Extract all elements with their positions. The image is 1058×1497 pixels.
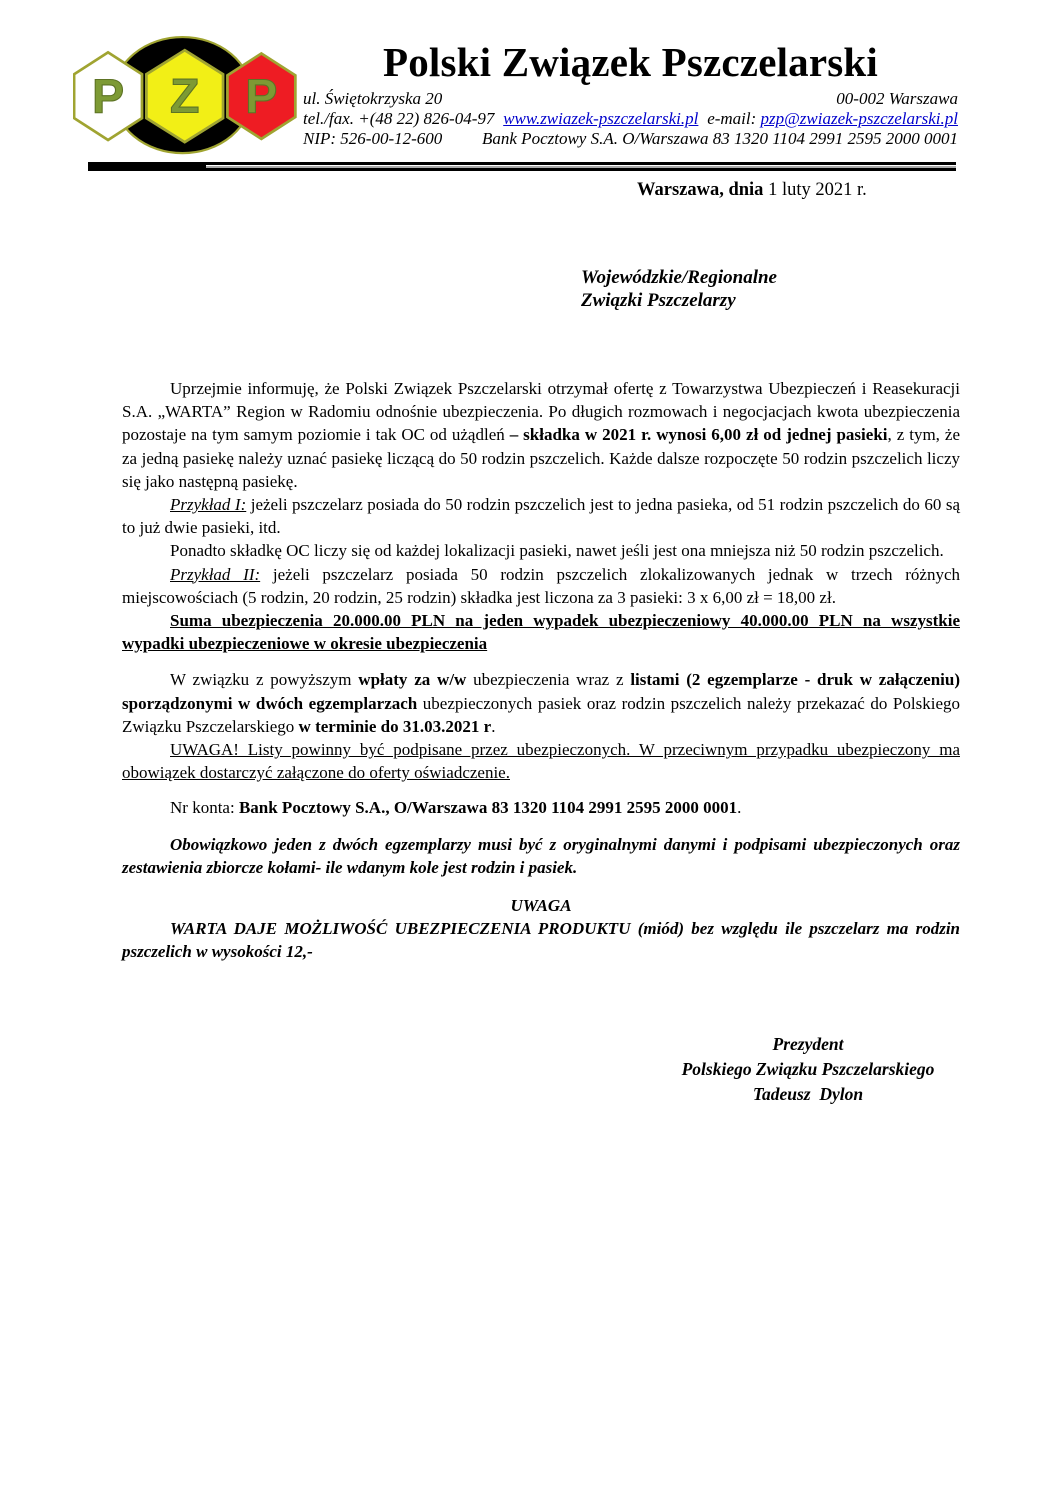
header-contact-block [303,89,958,149]
signature-block [648,1032,968,1107]
text-run: Uprzejmie informuję, że Polski Związek Pszczelarski otrzymał ofertę z Towarzystwa Ubezpieczeń i Reasekuracji S.A. „WARTA” Region w Radomiu odnośnie ubezpieczenia. Po długich rozmowach i negocjacjach kwota ubezpieczenia pozostaje na tym samym poziomie i tak OC od użądleń [122,379,960,445]
text-run: wpłaty za w/w [358,670,467,690]
header-divider-rule [88,162,956,172]
tel-fax: tel./fax. +(48 22) 826-04-97 [303,109,495,129]
text-run: UWAGA! Listy powinny być podpisane przez ubezpieczonych. W przeciwnym przypadku ubezpieczony ma obowiązek dostarczyć załączone do oferty oświadczenie. [122,740,960,783]
postal-city: 00-002 Warszawa [836,89,958,109]
website-link[interactable]: www.zwiazek-pszczelarski.pl [503,109,699,129]
paragraph [122,668,960,738]
divider-striped-segment [206,162,956,171]
paragraph [122,833,960,879]
text-run: Nr konta: [170,798,239,818]
date-line [637,180,867,201]
text-run: Przykład I: [170,495,247,515]
bank-account-header: Bank Pocztowy S.A. O/Warszawa 83 1320 1104 2991 2595 2000 0001 [482,129,958,149]
text-run: – składka w 2021 r. wynosi 6,00 zł od jednej pasieki [509,425,888,445]
email-label: e-mail: [707,109,757,129]
text-run: UWAGA [510,896,572,916]
divider-thick-segment [88,162,206,171]
street-address: ul. Świętokrzyska 20 [303,89,443,109]
header-address-line [303,89,958,109]
paragraph [122,493,960,539]
organization-title: Polski Związek Pszczelarski [382,39,879,85]
logo-letter-z: Z [169,69,200,124]
addressee-block [581,267,777,312]
text-run: ubezpieczenia wraz z [466,670,631,690]
email-group [707,109,958,129]
paragraph [122,894,960,917]
text-run: . [737,798,742,818]
text-line: Tadeusz Dylon [752,1084,864,1104]
text-run: Warszawa, dnia [637,180,764,200]
text-run: WARTA DAJE MOŻLIWOŚĆ UBEZPIECZENIA PRODUKTU (miód) bez względu ile pszczelarz ma rodzin pszczelich w wysokości 12,- [122,919,960,962]
logo-letter-p1: P [91,69,125,124]
paragraph [122,796,960,819]
email-link[interactable]: pzp@zwiazek-pszczelarski.pl [760,109,958,129]
text-line: Prezydent [772,1034,844,1054]
text-run: Ponadto składkę OC liczy się od każdej lokalizacji pasieki, nawet jeśli jest ona mniejsza niż 50 rodzin pszczelich. [170,541,944,561]
text-line: Polskiego Związku Pszczelarskiego [681,1059,935,1079]
text-run: ubezpieczonych pasiek oraz rodzin pszczelich należy przekazać do Polskiego Związku Pszczelarskiego [122,693,960,736]
header-contact-line [303,109,958,129]
paragraph [122,609,960,655]
letter-body [122,377,960,964]
paragraph [122,539,960,562]
text-line: Wojewódzkie/Regionalne [581,267,777,288]
text-run: . [491,716,496,736]
text-run: jeżeli pszczelarz posiada do 50 rodzin pszczelich jest to jedna pasieka, od 51 rodzin pszczelich do 60 są to już dwie pasieki, itd. [122,495,960,538]
paragraph [122,738,960,784]
text-run: W związku z powyższym [170,670,359,690]
text-run: Suma ubezpieczenia 20.000.00 PLN na jeden wypadek ubezpieczeniowy 40.000.00 PLN na wszystkie wypadki ubezpieczeniowe w okresie ubezpieczenia [122,611,960,654]
paragraph [122,917,960,963]
text-run: listami (2 egzemplarze - druk w załączeniu) sporządzonymi w dwóch egzemplarzach [122,670,960,713]
header-bank-line [303,129,958,149]
nip-number: NIP: 526-00-12-600 [303,129,443,149]
text-run: w terminie do 31.03.2021 r [298,716,492,736]
logo-letter-p2: P [245,69,278,124]
text-run: Bank Pocztowy S.A., O/Warszawa 83 1320 1104 2991 2595 2000 0001 [238,798,738,818]
paragraph [122,563,960,609]
paragraph [122,377,960,493]
pzp-logo [73,24,303,164]
text-line: Związki Pszczelarzy [581,289,736,311]
text-run: Przykład II: [170,564,261,584]
masthead [303,40,958,149]
text-run: , z tym, że za jedną pasiekę należy uznać pasiekę liczącą do 50 rodzin pszczelich. Każde dalsze rozpoczęte 50 rodzin pszczelich liczy się jako następną pasiekę. [122,425,960,491]
text-run: 1 luty 2021 r. [763,180,867,200]
text-run: jeżeli pszczelarz posiada 50 rodzin pszczelich zlokalizowanych jednak w trzech różnych miejscowościach (5 rodzin, 20 rodzin, 25 rodzin) składka jest liczona za 3 pasieki: 3 x 6,00 zł = 18,00 zł. [122,564,960,607]
text-run: Obowiązkowo jeden z dwóch egzemplarzy musi być z oryginalnymi danymi i podpisami ubezpieczonych oraz zestawienia zbiorcze kołami- ile wdanym kole jest rodzin i pasiek. [122,834,960,877]
